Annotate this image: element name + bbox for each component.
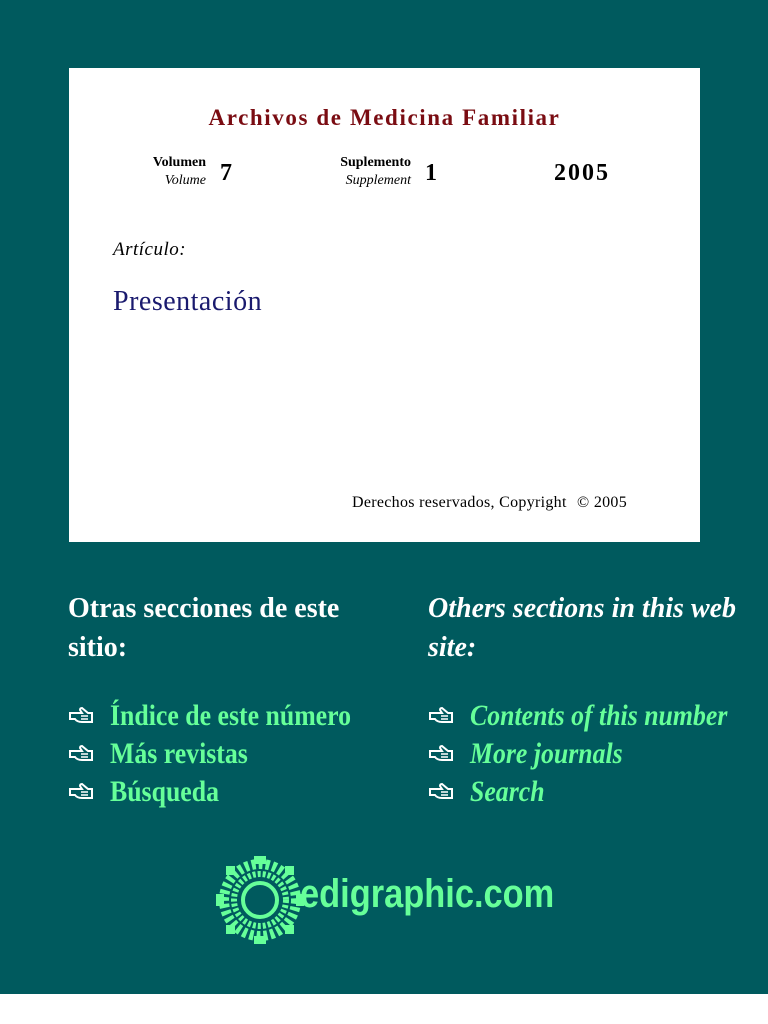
link-more-journals[interactable]: More journals — [470, 737, 623, 770]
volume-label — [129, 154, 206, 190]
medigraphic-logo[interactable] — [214, 852, 564, 948]
section-links-es — [68, 697, 390, 811]
article-title: Presentación — [113, 286, 263, 317]
copyright-text: Derechos reservados, Copyright — [352, 494, 567, 511]
supplement-label-es: Suplemento — [340, 155, 411, 170]
copyright-symbol: © — [577, 494, 590, 511]
list-item — [428, 697, 768, 735]
copyright-year: 2005 — [593, 494, 628, 511]
link-indice-numero[interactable]: Índice de este número — [110, 699, 352, 732]
link-busqueda[interactable]: Búsqueda — [110, 775, 220, 808]
list-item — [68, 697, 390, 735]
sections-heading-es: Otras secciones de este sitio: — [68, 593, 340, 663]
list-item — [68, 773, 390, 811]
list-item — [428, 735, 768, 773]
link-contents-number[interactable]: Contents of this number — [470, 699, 728, 732]
supplement-label — [321, 154, 411, 190]
volume-label-es: Volumen — [152, 155, 206, 170]
link-mas-revistas[interactable]: Más revistas — [110, 737, 248, 770]
pointing-hand-icon — [428, 781, 454, 803]
pointing-hand-icon — [428, 705, 454, 727]
link-search[interactable]: Search — [470, 775, 545, 808]
medigraphic-logo-text[interactable]: edigraphic.com — [300, 872, 555, 916]
supplement-label-en: Supplement — [345, 173, 411, 188]
issue-year: 2005 — [554, 160, 610, 186]
medigraphic-gear-icon — [214, 852, 306, 948]
sections-heading-en: Others sections in this web site: — [428, 593, 737, 663]
volume-label-en: Volume — [164, 173, 206, 188]
pointing-hand-icon — [68, 781, 94, 803]
pointing-hand-icon — [68, 705, 94, 727]
article-card — [69, 68, 700, 542]
copyright-notice — [352, 494, 627, 512]
article-label: Artículo: — [113, 239, 187, 260]
pointing-hand-icon — [428, 743, 454, 765]
list-item — [68, 735, 390, 773]
supplement-value: 1 — [425, 160, 437, 186]
volume-value: 7 — [220, 160, 232, 186]
section-links-en — [428, 697, 768, 811]
pointing-hand-icon — [68, 743, 94, 765]
journal-title: Archivos de Medicina Familiar — [208, 105, 561, 130]
list-item — [428, 773, 768, 811]
